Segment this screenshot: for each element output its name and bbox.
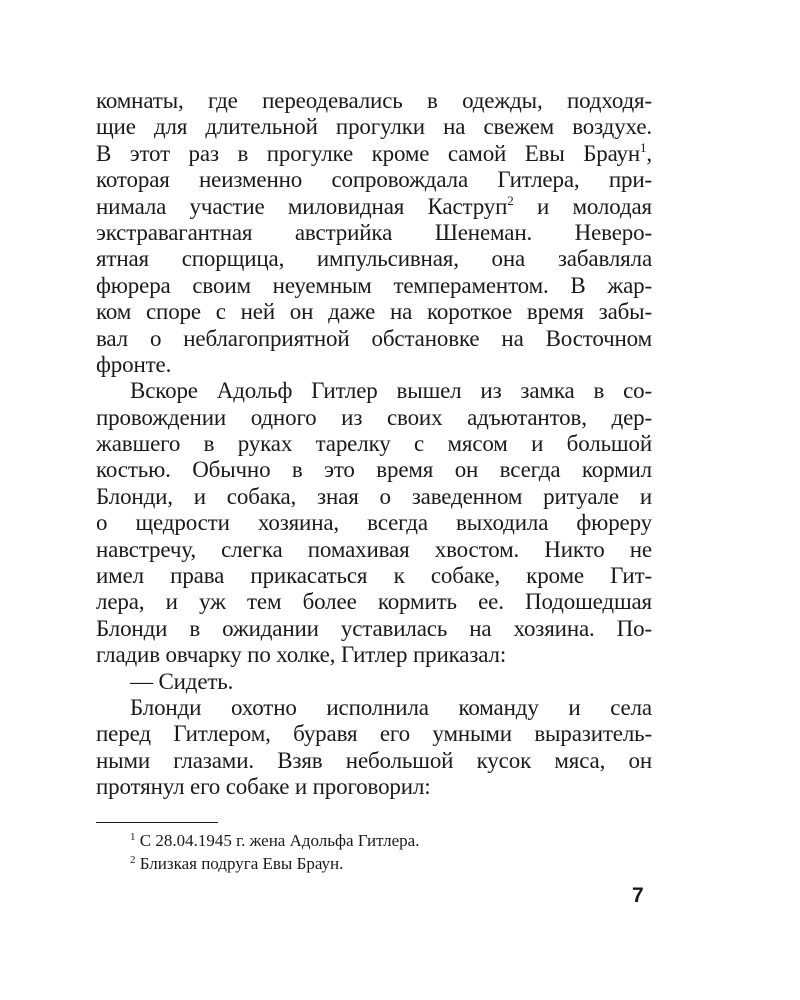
text-line: костью. Обычно в это время он всегда кормил (96, 457, 652, 483)
footnotes (130, 829, 630, 875)
text-fragment: В этот раз в прогулке кроме самой Евы Браун (96, 140, 641, 166)
text-line: — Сидеть. (130, 668, 234, 694)
footnote-number: 2 (130, 854, 136, 866)
text-line: жавшего в руках тарелку с мясом и большой (96, 431, 652, 457)
text-line: ком споре с ней он даже на короткое время забы- (96, 299, 652, 325)
text-line: Блонди, и собака, зная о заведенном ритуале и (96, 483, 652, 509)
text-fragment: , (646, 140, 652, 166)
text-line: Вскоре Адольф Гитлер вышел из замка в со- (130, 378, 652, 404)
text-line (96, 141, 652, 167)
text-line: ятная спорщица, импульсивная, она забавляла (96, 246, 652, 272)
footnote-text: Близкая подруга Евы Браун. (139, 854, 344, 873)
footnote-text: С 28.04.1945 г. жена Адольфа Гитлера. (139, 831, 420, 850)
text-line: щие для длительной прогулки на свежем воздухе. (96, 114, 652, 140)
text-line: протянул его собаке и проговорил: (96, 774, 431, 800)
footnote-ref-2: 2 (507, 192, 514, 208)
text-line: экстравагантная австрийка Шенеман. Неверо- (96, 219, 652, 245)
text-line: ными глазами. Взяв небольшой кусок мяса, он (96, 747, 652, 773)
text-line: которая неизменно сопровождала Гитлера, при- (96, 167, 652, 193)
footnote-2 (130, 852, 630, 875)
footnote-number: 1 (130, 831, 136, 843)
text-fragment: и молодая (513, 193, 652, 219)
footnote-ref-1: 1 (640, 139, 647, 155)
text-line: вал о неблагоприятной обстановке на Восточном (96, 325, 652, 351)
text-line: гладив овчарку по холке, Гитлер приказал: (96, 642, 507, 668)
text-line: лера, и уж тем более кормить ее. Подошедшая (96, 589, 652, 615)
text-fragment: нимала участие миловидная Каструп (96, 193, 508, 219)
text-line: провождении одного из своих адъютантов, дер- (96, 404, 652, 430)
text-line: комнаты, где переодевались в одежды, подходя- (96, 88, 652, 113)
text-line: навстречу, слегка помахивая хвостом. Никто не (96, 536, 652, 562)
text-line: перед Гитлером, буравя его умными выразитель- (96, 721, 652, 747)
text-line (96, 194, 652, 220)
footnote-divider (96, 822, 218, 823)
text-line: фюрера своим неуемным темпераментом. В жар- (96, 272, 652, 298)
text-line: имел права прикасаться к собаке, кроме Гит- (96, 563, 652, 589)
text-line: фронте. (96, 351, 172, 377)
text-line: Блонди в ожидании уставилась на хозяина. По- (96, 615, 652, 641)
text-line: Блонди охотно исполнила команду и села (130, 694, 652, 720)
footnote-1 (130, 829, 630, 852)
page-body (96, 88, 652, 801)
text-line: о щедрости хозяина, всегда выходила фюреру (96, 510, 652, 536)
page-number: 7 (632, 884, 644, 907)
